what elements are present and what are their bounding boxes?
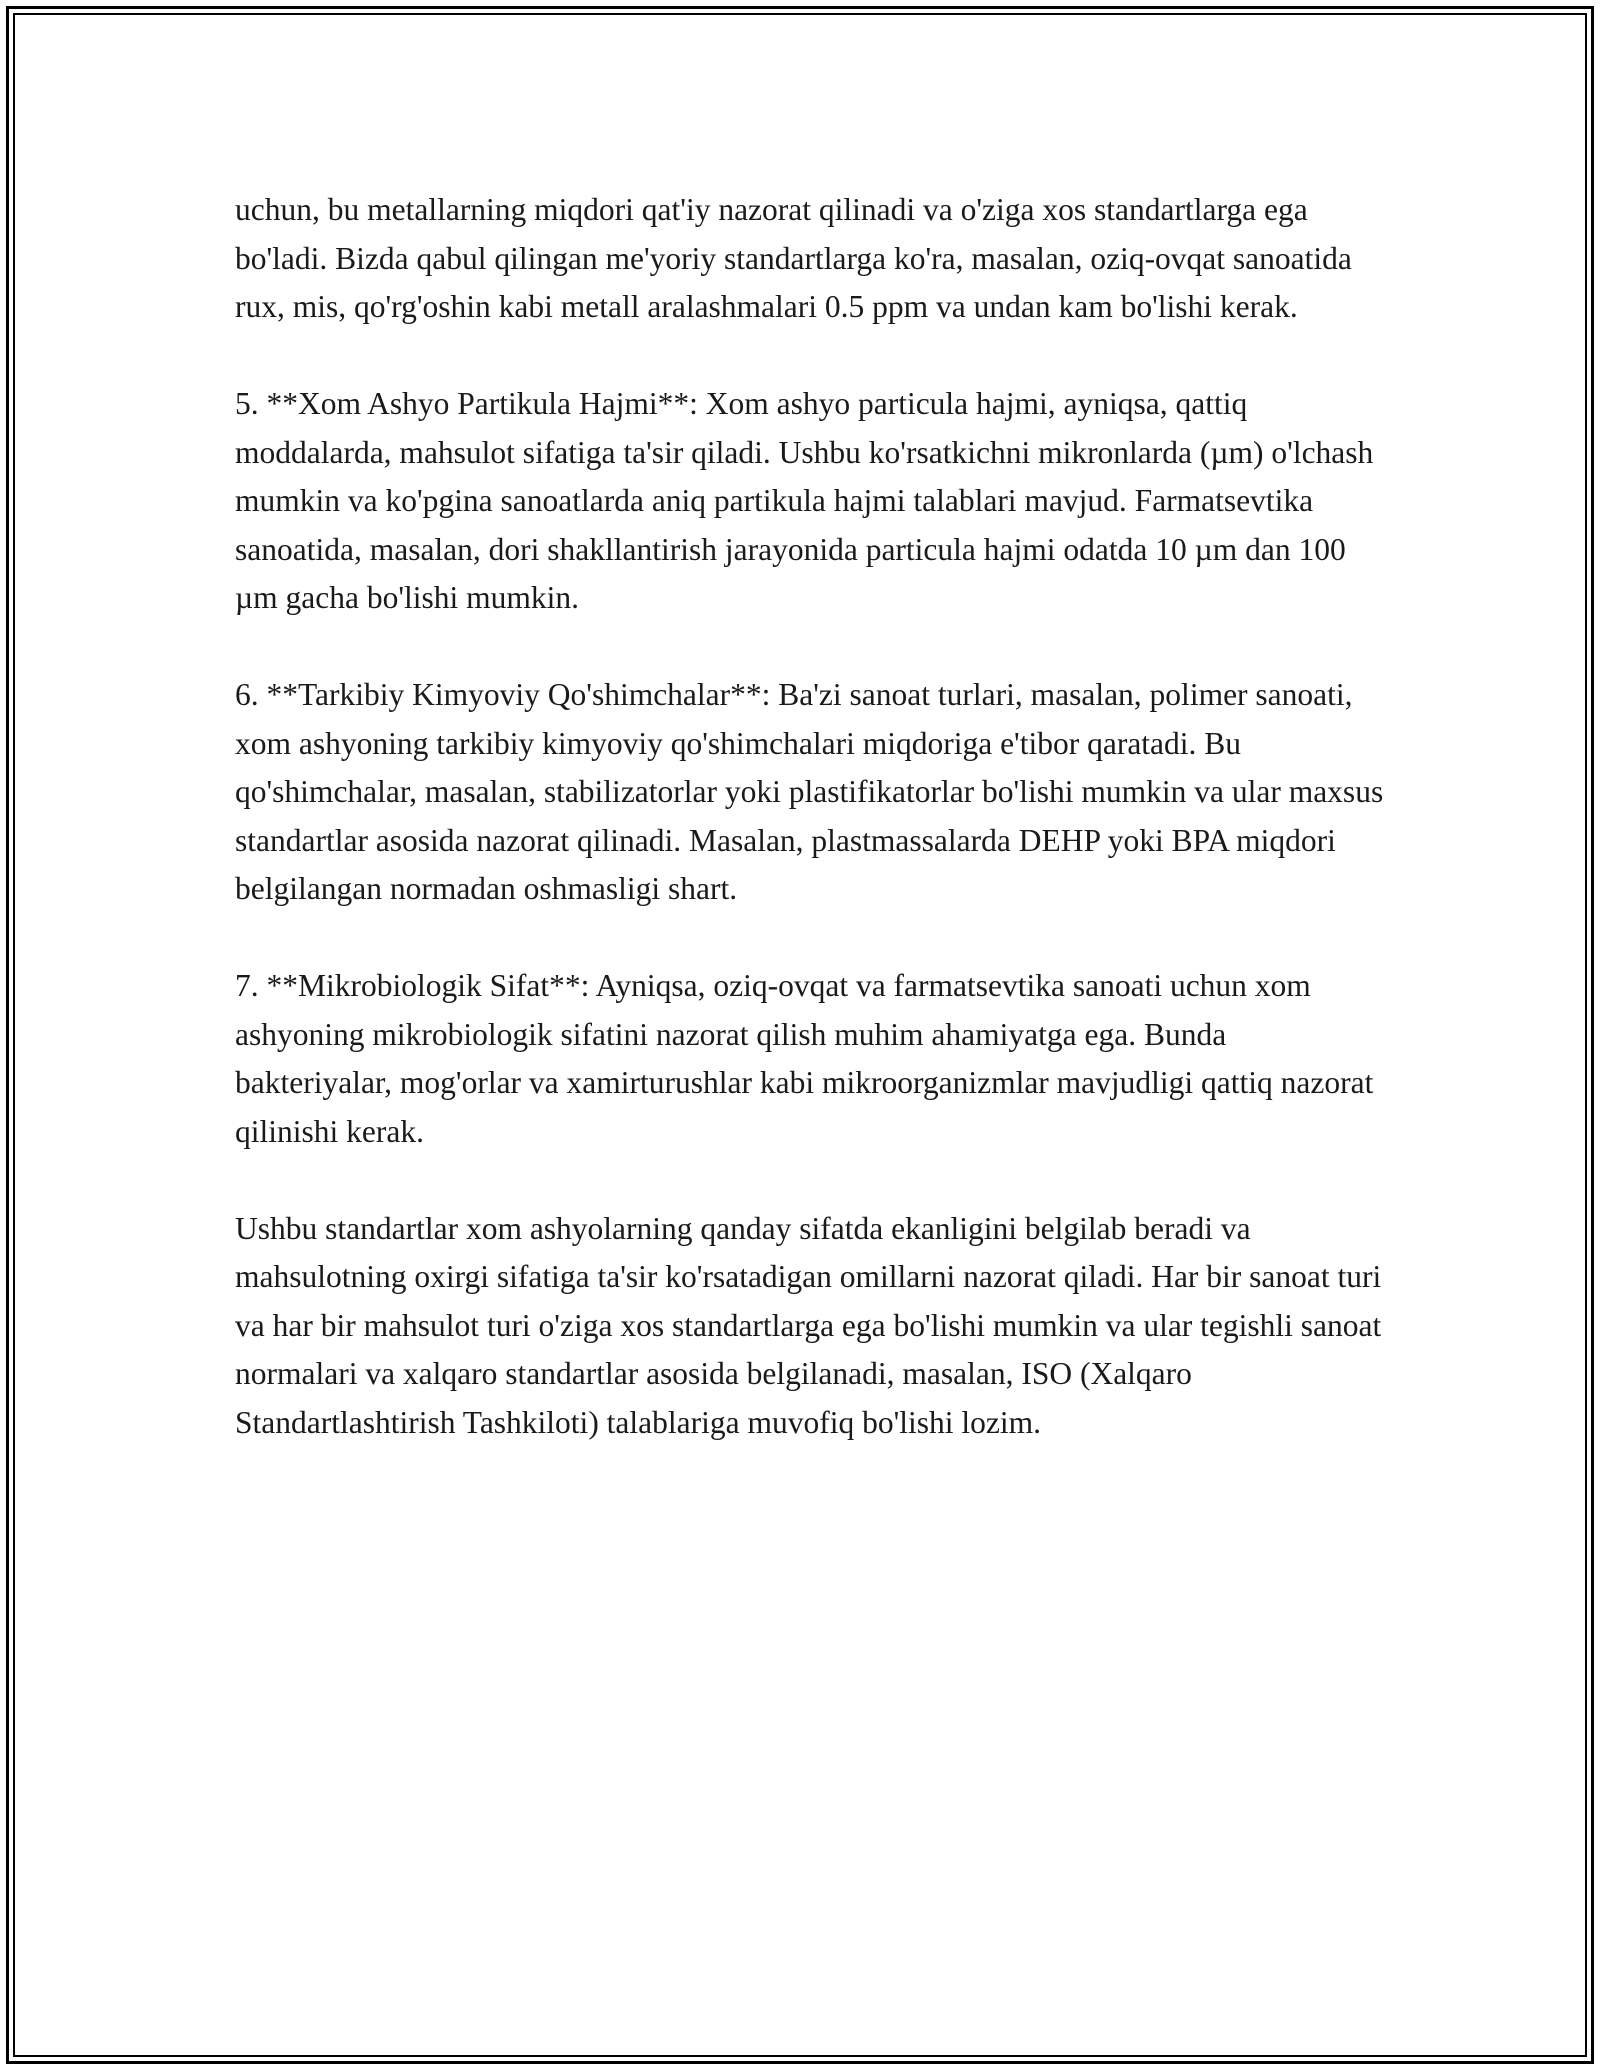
document-body (235, 186, 1385, 1447)
paragraph-item-6-chemical-additives: 6. **Tarkibiy Kimyoviy Qo'shimchalar**: Ba'zi sanoat turlari, masalan, polimer sanoati, xom ashyoning tarkibiy kimyoviy qo'shimchalari miqdoriga e'tibor qaratadi. Bu qo'shimchalar, masalan, stabilizatorlar yoki plastifikatorlar bo'lishi mumkin va ular maxsus standartlar asosida nazorat qilinadi. Masalan, plastmassalarda DEHP yoki BPA miqdori belgilangan normadan oshmasligi shart. (235, 677, 1384, 906)
paragraph-conclusion: Ushbu standartlar xom ashyolarning qanday sifatda ekanligini belgilab beradi va mahsulotning oxirgi sifatiga ta'sir ko'rsatadigan omillarni nazorat qiladi. Har bir sanoat turi va har bir mahsulot turi o'ziga xos standartlarga ega bo'lishi mumkin va ular tegishli sanoat normalari va xalqaro standartlar asosida belgilanadi, masalan, ISO (Xalqaro Standartlashtirish Tashkiloti) talablariga muvofiq bo'lishi lozim. (235, 1210, 1382, 1440)
paragraph-continuation: uchun, bu metallarning miqdori qat'iy nazorat qilinadi va o'ziga xos standartlarga ega bo'ladi. Bizda qabul qilingan me'yoriy standartlarga ko'ra, masalan, oziq-ovqat sanoatida rux, mis, qo'rg'oshin kabi metall aralashmalari 0.5 ppm va undan kam bo'lishi kerak. (235, 192, 1352, 324)
paragraph-item-7-microbiological-quality: 7. **Mikrobiologik Sifat**: Ayniqsa, oziq-ovqat va farmatsevtika sanoati uchun xom ashyoning mikrobiologik sifatini nazorat qilish muhim ahamiyatga ega. Bunda bakteriyalar, mog'orlar va xamirturushlar kabi mikroorganizmlar mavjudligi qattiq nazorat qilinishi kerak. (235, 968, 1374, 1149)
paragraph-item-5-particle-size: 5. **Xom Ashyo Partikula Hajmi**: Xom ashyo particula hajmi, ayniqsa, qattiq moddalarda, mahsulot sifatiga ta'sir qiladi. Ushbu ko'rsatkichni mikronlarda (µm) o'lchash mumkin va ko'pgina sanoatlarda aniq partikula hajmi talablari mavjud. Farmatsevtika sanoatida, masalan, dori shakllantirish jarayonida particula hajmi odatda 10 µm dan 100 µm gacha bo'lishi mumkin. (235, 386, 1374, 615)
